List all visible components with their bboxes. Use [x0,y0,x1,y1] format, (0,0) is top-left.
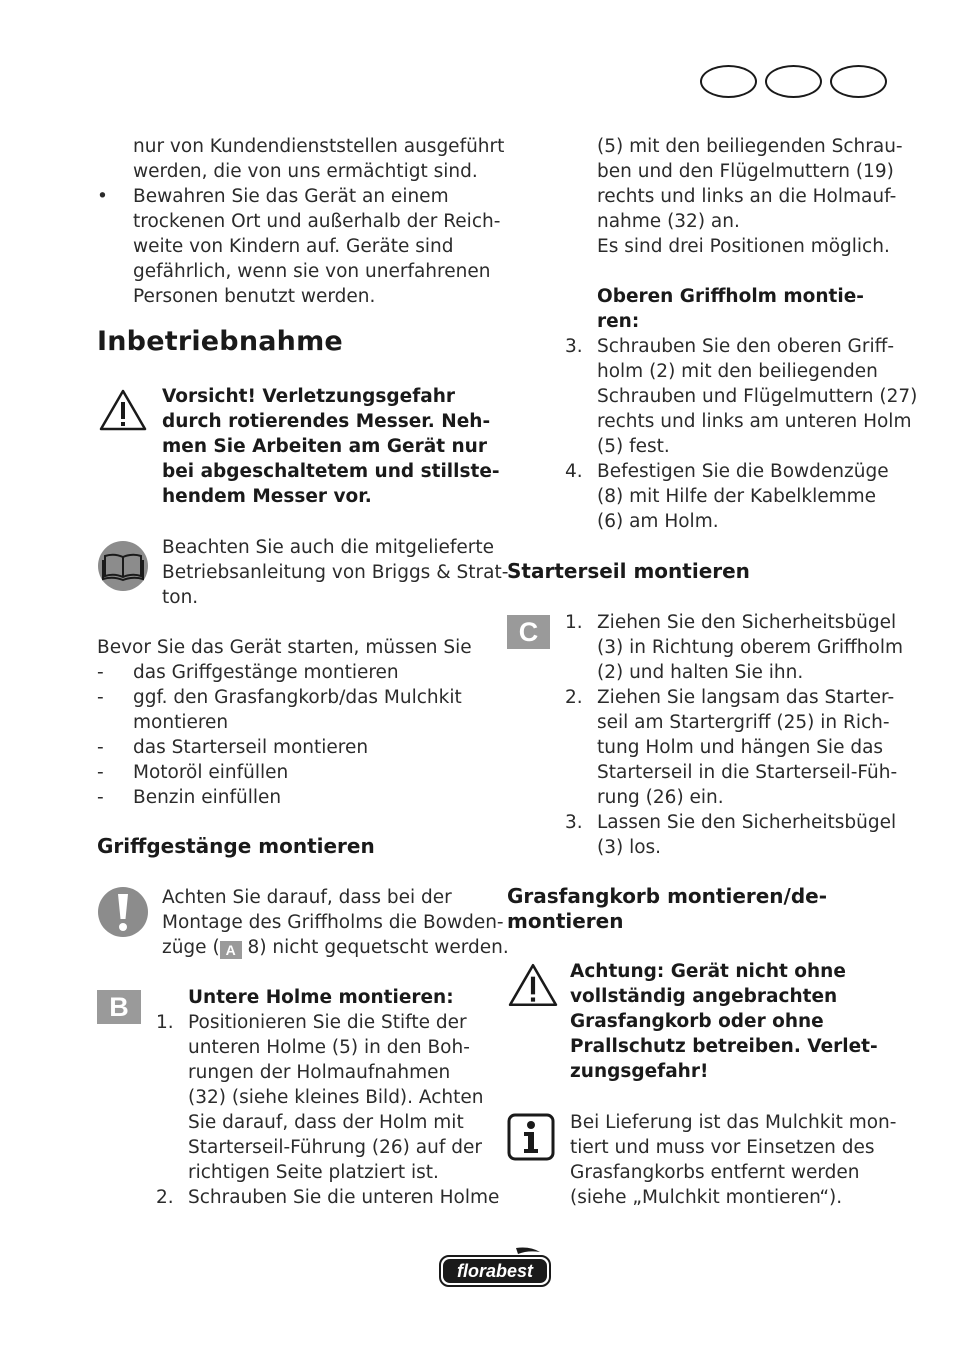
exclamation-icon [97,886,149,938]
step-number: 2. [565,687,583,708]
step-number: 3. [565,812,583,833]
notice-line-last [162,935,509,960]
step-line: nahme (32) an. [597,211,740,232]
step-line: rechts und links am unteren Holm [597,411,912,432]
step-line: (6) am Holm. [597,511,719,532]
step-line: unteren Holme (5) in den Boh- [188,1037,470,1058]
language-badge [700,65,757,98]
warning-line: bei abgeschaltetem und stillste- [162,461,500,482]
step-number: 1. [565,612,583,633]
step-line: (8) mit Hilfe der Kabelklemme [597,486,877,507]
checklist-item: Benzin einfüllen [133,787,282,808]
warning-icon [98,388,148,432]
step-line: tung Holm und hängen Sie das [597,737,884,758]
step-line: richtigen Seite platziert ist. [188,1162,439,1183]
intro-line: werden, die von uns ermächtigt sind. [133,161,478,182]
dash: - [97,737,104,758]
step-line: (3) in Richtung oberem Griffholm [597,637,904,658]
step-line: (2) und halten Sie ihn. [597,662,804,683]
subsection-heading: Grasfangkorb montieren/de- [507,884,828,908]
checklist-item: das Starterseil montieren [133,737,369,758]
section-heading: Inbetriebnahme [97,326,343,357]
step-line: Es sind drei Positionen möglich. [597,236,890,257]
checklist-item: Motoröl einfüllen [133,762,289,783]
checklist-item: das Griffgestänge montieren [133,662,399,683]
logo-text: florabest [456,1261,534,1281]
figure-badge-c: C [507,615,550,649]
step-number: 2. [156,1187,174,1208]
step-line: Befestigen Sie die Bowdenzüge [597,461,889,482]
step-line: Schrauben Sie den oberen Griff- [597,336,895,357]
warning-line: Grasfangkorb oder ohne [570,1011,824,1032]
step-heading: ren: [597,311,640,332]
checklist-item: montieren [133,712,229,733]
step-line: Starterseil-Führung (26) auf der [188,1137,482,1158]
step-line: ben und den Flügelmuttern (19) [597,161,894,182]
step-number: 1. [156,1012,174,1033]
checklist-item: ggf. den Grasfangkorb/das Mulchkit [133,687,462,708]
figure-badge-a: A [220,941,242,959]
bullet-line: weite von Kindern auf. Geräte sind [133,236,454,257]
manual-book-icon [97,540,149,592]
notice-text: züge ( [162,937,220,958]
step-line: Schrauben Sie die unteren Holme [188,1187,500,1208]
figure-badge-b: B [97,990,141,1024]
bullet-line: Personen benutzt werden. [133,286,376,307]
language-badge [830,65,887,98]
step-line: Starterseil in die Starterseil-Füh- [597,762,898,783]
intro-line: nur von Kundendienststellen ausgeführt [133,136,505,157]
step-line: holm (2) mit den beiliegenden [597,361,878,382]
warning-line: durch rotierendes Messer. Neh- [162,411,491,432]
dash: - [97,787,104,808]
bullet-line: gefährlich, wenn sie von unerfahrenen [133,261,491,282]
step-line: (32) (siehe kleines Bild). Achten [188,1087,484,1108]
warning-line: men Sie Arbeiten am Gerät nur [162,436,487,457]
step-line: rungen der Holmaufnahmen [188,1062,451,1083]
bullet-line: Bewahren Sie das Gerät an einem [133,186,449,207]
step-line: rechts und links an die Holmauf- [597,186,897,207]
step-line: rung (26) ein. [597,787,724,808]
subsection-heading: Griffgestänge montieren [97,834,375,858]
warning-line: zungsgefahr! [570,1061,709,1082]
manual-line: Betriebsanleitung von Briggs & Strat- [162,562,509,583]
step-line: Ziehen Sie langsam das Starter- [597,687,895,708]
step-line: (5) mit den beiliegenden Schrau- [597,136,903,157]
step-line: (3) los. [597,837,662,858]
step-line: Lassen Sie den Sicherheitsbügel [597,812,897,833]
warning-line: vollständig angebrachten [570,986,838,1007]
step-line: Sie darauf, dass der Holm mit [188,1112,464,1133]
notice-line: Montage des Griffholms die Bowden- [162,912,504,933]
manual-line: ton. [162,587,199,608]
info-icon [507,1113,555,1161]
step-heading: Untere Holme montieren: [188,987,454,1008]
warning-icon [507,962,559,1008]
subsection-heading: montieren [507,909,624,933]
bullet-line: trockenen Ort und außerhalb der Reich- [133,211,501,232]
before-start-text: Bevor Sie das Gerät starten, müssen Sie [97,637,472,658]
warning-line: Prallschutz betreiben. Verlet- [570,1036,878,1057]
florabest-logo [438,1246,552,1288]
step-line: Ziehen Sie den Sicherheitsbügel [597,612,897,633]
step-number: 3. [565,336,583,357]
info-line: tiert und muss vor Einsetzen des [570,1137,875,1158]
dash: - [97,687,104,708]
warning-line: hendem Messer vor. [162,486,372,507]
dash: - [97,662,104,683]
step-line: Schrauben und Flügelmuttern (27) [597,386,918,407]
info-line: Bei Lieferung ist das Mulchkit mon- [570,1112,897,1133]
subsection-heading: Starterseil montieren [507,559,750,583]
warning-line: Vorsicht! Verletzungsgefahr [162,386,456,407]
language-badge [765,65,822,98]
info-line: Grasfangkorbs entfernt werden [570,1162,860,1183]
step-line: seil am Startergriff (25) in Rich- [597,712,890,733]
info-line: (siehe „Mulchkit montieren“). [570,1187,843,1208]
manual-line: Beachten Sie auch die mitgelieferte [162,537,495,558]
warning-line: Achtung: Gerät nicht ohne [570,961,846,982]
notice-line: Achten Sie darauf, dass bei der [162,887,452,908]
step-heading: Oberen Griffholm montie- [597,286,864,307]
bullet: • [97,186,108,207]
notice-text: 8) nicht gequetscht werden. [241,937,509,958]
step-number: 4. [565,461,583,482]
dash: - [97,762,104,783]
step-line: (5) fest. [597,436,670,457]
step-line: Positionieren Sie die Stifte der [188,1012,467,1033]
